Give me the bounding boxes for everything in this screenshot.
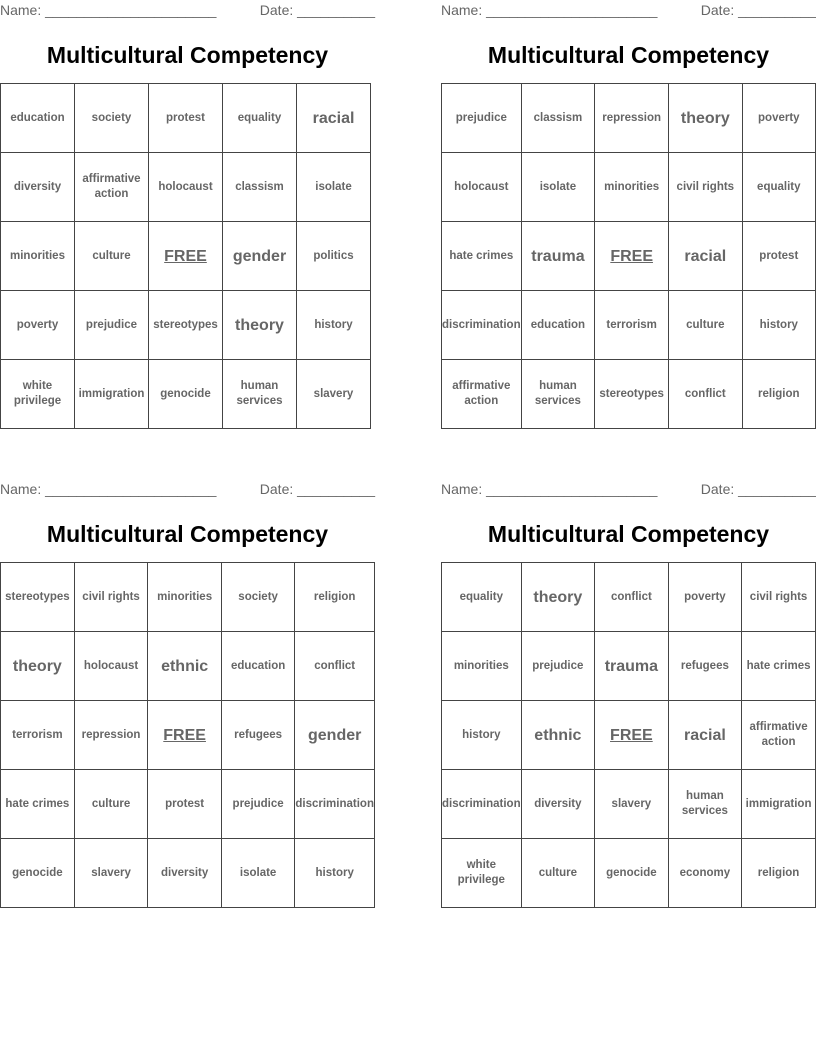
- grid-row: [1, 632, 375, 701]
- free-space-cell: FREE: [595, 222, 669, 291]
- bingo-cell: diversity: [521, 770, 595, 839]
- bingo-grid: [0, 83, 371, 429]
- bingo-cell: affirmative action: [742, 701, 816, 770]
- free-space-cell: FREE: [148, 701, 222, 770]
- grid-row: [1, 153, 371, 222]
- bingo-cell: white privilege: [442, 839, 522, 908]
- grid-row: [1, 701, 375, 770]
- free-space-cell: FREE: [595, 701, 669, 770]
- bingo-cell: civil rights: [74, 563, 148, 632]
- bingo-cell: theory: [223, 291, 297, 360]
- bingo-cell: slavery: [297, 360, 371, 429]
- bingo-cell: slavery: [74, 839, 148, 908]
- bingo-grid: [441, 562, 816, 908]
- bingo-cell: education: [521, 291, 595, 360]
- bingo-cell: protest: [148, 770, 222, 839]
- bingo-cell: culture: [75, 222, 149, 291]
- bingo-cell: prejudice: [521, 632, 595, 701]
- bingo-cell: repression: [595, 84, 669, 153]
- bingo-cell: diversity: [148, 839, 222, 908]
- bingo-cell: culture: [669, 291, 743, 360]
- bingo-cell: religion: [742, 360, 815, 429]
- grid-row: [1, 770, 375, 839]
- grid-row: [1, 84, 371, 153]
- grid-row: [442, 632, 816, 701]
- bingo-cell: equality: [442, 563, 522, 632]
- bingo-cell: history: [297, 291, 371, 360]
- grid-row: [1, 360, 371, 429]
- bingo-cell: holocaust: [442, 153, 522, 222]
- bingo-cell: poverty: [1, 291, 75, 360]
- bingo-cell: classism: [521, 84, 595, 153]
- bingo-cell: racial: [668, 701, 741, 770]
- bingo-cell: poverty: [668, 563, 741, 632]
- bingo-cell: history: [742, 291, 815, 360]
- grid-row: [1, 222, 371, 291]
- bingo-cell: holocaust: [74, 632, 148, 701]
- grid-row: [442, 153, 816, 222]
- bingo-cell: ethnic: [148, 632, 222, 701]
- bingo-cell: genocide: [595, 839, 669, 908]
- card-header: [441, 479, 816, 501]
- grid-row: [442, 770, 816, 839]
- bingo-cell: human services: [521, 360, 595, 429]
- bingo-cell: culture: [521, 839, 595, 908]
- bingo-cell: conflict: [669, 360, 743, 429]
- date-field-label: Date: __________: [700, 481, 816, 497]
- bingo-cell: conflict: [595, 563, 669, 632]
- card-title: Multicultural Competency: [487, 521, 770, 547]
- bingo-cell: human services: [668, 770, 741, 839]
- bingo-cell: protest: [742, 222, 815, 291]
- bingo-cell: minorities: [595, 153, 669, 222]
- bingo-cell: stereotypes: [1, 563, 75, 632]
- bingo-card-4: [441, 479, 816, 886]
- card-title: Multicultural Competency: [46, 521, 329, 547]
- name-field-label: Name: ______________________: [441, 2, 658, 18]
- bingo-cell: minorities: [442, 632, 522, 701]
- date-field-label: Date: __________: [259, 481, 375, 497]
- bingo-card-3: [0, 479, 375, 879]
- grid-row: [442, 222, 816, 291]
- card-title: Multicultural Competency: [46, 42, 329, 68]
- bingo-cell: society: [221, 563, 294, 632]
- bingo-cell: refugees: [221, 701, 294, 770]
- bingo-cell: civil rights: [669, 153, 743, 222]
- bingo-cell: stereotypes: [595, 360, 669, 429]
- bingo-cell: ethnic: [521, 701, 595, 770]
- bingo-cell: history: [442, 701, 522, 770]
- name-field-label: Name: ______________________: [0, 481, 217, 497]
- bingo-cell: politics: [297, 222, 371, 291]
- bingo-cell: gender: [295, 701, 375, 770]
- bingo-cell: theory: [669, 84, 743, 153]
- bingo-cell: minorities: [148, 563, 222, 632]
- bingo-cell: society: [75, 84, 149, 153]
- date-field-label: Date: __________: [700, 2, 816, 18]
- bingo-cell: theory: [1, 632, 75, 701]
- date-field-label: Date: __________: [259, 2, 375, 18]
- bingo-cell: holocaust: [149, 153, 223, 222]
- bingo-cell: equality: [223, 84, 297, 153]
- grid-row: [442, 701, 816, 770]
- bingo-cell: isolate: [221, 839, 294, 908]
- card-title: Multicultural Competency: [487, 42, 770, 68]
- bingo-cell: civil rights: [742, 563, 816, 632]
- grid-row: [1, 563, 375, 632]
- grid-row: [1, 839, 375, 908]
- bingo-grid: [441, 83, 816, 429]
- bingo-cell: affirmative action: [75, 153, 149, 222]
- bingo-cell: immigration: [742, 770, 816, 839]
- bingo-cell: immigration: [75, 360, 149, 429]
- bingo-cell: diversity: [1, 153, 75, 222]
- bingo-cell: religion: [742, 839, 816, 908]
- card-header: [0, 479, 375, 501]
- bingo-cell: terrorism: [595, 291, 669, 360]
- grid-row: [442, 563, 816, 632]
- bingo-cell: discrimination: [295, 770, 375, 839]
- free-space-cell: FREE: [149, 222, 223, 291]
- bingo-cell: hate crimes: [1, 770, 75, 839]
- bingo-cell: poverty: [742, 84, 815, 153]
- name-field-label: Name: ______________________: [441, 481, 658, 497]
- bingo-cell: terrorism: [1, 701, 75, 770]
- card-header: [0, 0, 375, 22]
- bingo-cell: education: [1, 84, 75, 153]
- bingo-cell: genocide: [149, 360, 223, 429]
- bingo-cell: economy: [668, 839, 741, 908]
- bingo-card-1: [0, 0, 375, 407]
- card-header: [441, 0, 816, 22]
- bingo-card-2: [441, 0, 816, 407]
- grid-row: [1, 291, 371, 360]
- bingo-cell: isolate: [521, 153, 595, 222]
- bingo-cell: prejudice: [442, 84, 522, 153]
- bingo-cell: racial: [669, 222, 743, 291]
- grid-row: [442, 84, 816, 153]
- bingo-cell: hate crimes: [442, 222, 522, 291]
- bingo-cell: minorities: [1, 222, 75, 291]
- bingo-cell: affirmative action: [442, 360, 522, 429]
- name-field-label: Name: ______________________: [0, 2, 217, 18]
- grid-row: [442, 360, 816, 429]
- bingo-cell: white privilege: [1, 360, 75, 429]
- bingo-cell: slavery: [595, 770, 669, 839]
- bingo-cell: genocide: [1, 839, 75, 908]
- bingo-grid: [0, 562, 375, 908]
- bingo-cell: education: [221, 632, 294, 701]
- bingo-cell: gender: [223, 222, 297, 291]
- bingo-cell: prejudice: [75, 291, 149, 360]
- bingo-cell: equality: [742, 153, 815, 222]
- grid-row: [442, 291, 816, 360]
- bingo-cell: isolate: [297, 153, 371, 222]
- bingo-cell: culture: [74, 770, 148, 839]
- bingo-cell: discrimination: [442, 291, 522, 360]
- bingo-cell: prejudice: [221, 770, 294, 839]
- bingo-cell: history: [295, 839, 375, 908]
- bingo-cell: trauma: [521, 222, 595, 291]
- bingo-cell: racial: [297, 84, 371, 153]
- bingo-cell: refugees: [668, 632, 741, 701]
- grid-row: [442, 839, 816, 908]
- bingo-cell: discrimination: [442, 770, 522, 839]
- bingo-cell: conflict: [295, 632, 375, 701]
- bingo-cell: trauma: [595, 632, 669, 701]
- bingo-cell: stereotypes: [149, 291, 223, 360]
- bingo-cell: human services: [223, 360, 297, 429]
- bingo-cell: repression: [74, 701, 148, 770]
- bingo-cell: protest: [149, 84, 223, 153]
- bingo-cell: hate crimes: [742, 632, 816, 701]
- bingo-cell: religion: [295, 563, 375, 632]
- bingo-cell: theory: [521, 563, 595, 632]
- bingo-cell: classism: [223, 153, 297, 222]
